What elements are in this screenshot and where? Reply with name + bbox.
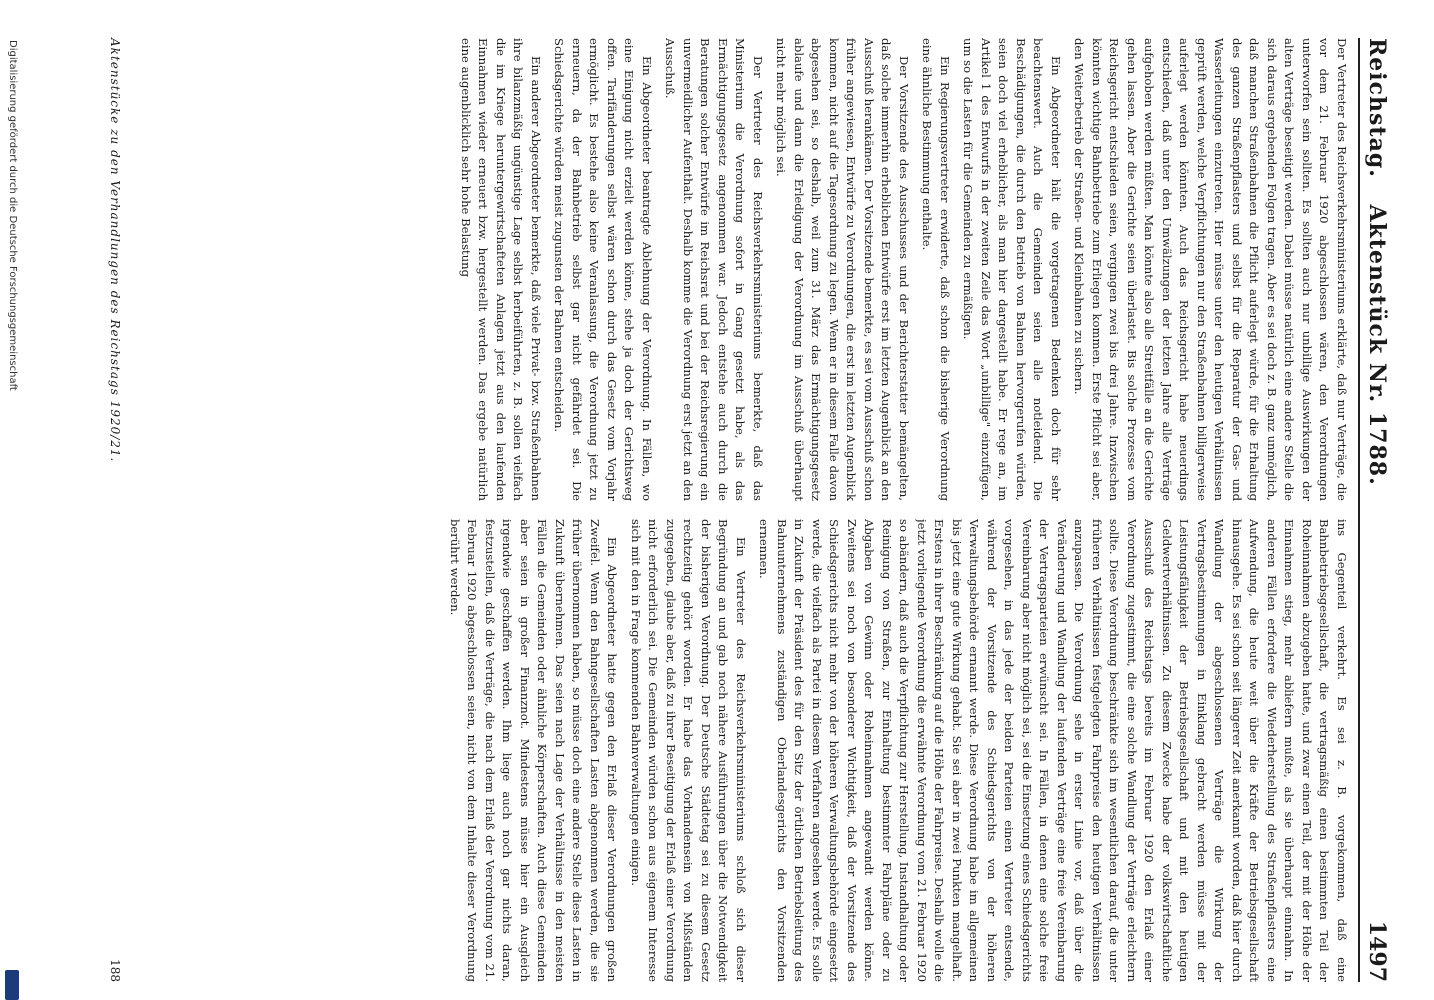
paragraph: Der Vorsitzende des Ausschusses und der Berichterstatter bemängelten, daß solche immerhin erheblichen Entwürfe erst im letzten Augenblick an den Ausschuß herankämen. Der Vorsitzende bemerkte, es sei vom Ausschuß schon früher angewiesen, Entwürfe zu Verordnungen, die erst im letzten Augenblick kommen, nicht auf die Tagesordnung zu legen. Wenn er in diesem Falle davon abgesehen sei, so deshalb, weil zum 31. März das Ermächtigungsgesetz ablaufe und dann die Erledigung der Verordnung im Ausschuß überhaupt nicht mehr möglich sei. <box>774 38 911 501</box>
footer-source: Aktenstücke zu den Verhandlungen des Reichstags 1920/21. <box>108 38 122 463</box>
paragraph: Der Vertreter des Reichsverkehrsministeriums bemerkte, daß das Ministerium die Verordnung sofort in Gang gesetzt habe, als das Ermächtigungsgesetz angenommen war. Jedoch entstehe auch durch die Beratungen solcher Entwürfe im Reichsrat und bei der Reichsregierung ein unvermeidlicher Aufenthalt. Deshalb komme die Verordnung erst jetzt an den Ausschuß. <box>663 38 765 501</box>
paragraph: Ein Abgeordneter hält die vorgetragenen Bedenken doch für sehr beachtenswert. Auch die Gemeinden seien alle notleidend. Die Beschädigungen, die durch den Betrieb von Bahnen hervorgerufen würden, seien doch viel erheblicher, als man hier dargestellt habe. Er rege an, im Artikel 1 des Entwurfs in der zweiten Zeile das Wort „unbillige" einzufügen, um so die Lasten für die Gemeinden zu ermäßigen. <box>961 38 1063 501</box>
paragraph: ins Gegenteil verkehrt. Es sei z. B. vorgekommen, daß eine Bahnbetriebsgesellschaft, die vertragsmäßig einen bestimmten Teil der Roheinnahmen abzugeben hatte, und zwar einen Teil, der mit der Höhe der Einnahmen stieg, mehr abliefern mußte, als sie überhaupt einnahm. In anderen Fällen erfordere die Wiederherstellung des Straßenpflasters eine Aufwendung, die heute weit über die Kräfte der Betriebsgesellschaft hinausgehe. Es sei schon seit längerer Zeit anerkannt worden, daß hier durch Wandlung der abgeschlossenen Verträge die Wirkung der Vertragsbestimmungen in Einklang gebracht werden müsse mit der Leistungsfähigkeit der Betriebsgesellschaft und mit den heutigen Geldwertverhältnissen. Zu diesem Zwecke habe der volkswirtschaftliche Ausschuß des Reichstags bereits im Februar 1920 den Erlaß einer Verordnung zugestimmt, die eine solche Wandlung der Verträge erleichtern sollte. Diese Verordnung beschränkte sich im wesentlichen darauf, die unter früheren Verhältnissen festgelegten Fahrpreise den heutigen Verhältnissen anzupassen. Die Verordnung sehe in erster Linie vor, daß über die Veränderung und Wandlung der laufenden Verträge eine freie Vereinbarung der Vertragsparteien erwünscht sei. In Fällen, in denen eine solche freie Vereinbarung aber nicht möglich sei, sei die Einsetzung eines Schiedsgerichts vorgesehen, in das jede der beiden Parteien einen Vertreter entsende, während der Vorsitzende des Schiedsgerichts von der höheren Verwaltungsbehörde ernannt werde. Diese Verordnung habe im allgemeinen bis jetzt eine gute Wirkung gehabt. Sie sei aber in zwei Punkten mangelhaft. Erstens in ihrer Beschränkung auf die Höhe der Fahrpreise. Deshalb wolle die jetzt vorliegende Verordnung die erwähnte Verordnung vom 21. Februar 1920 so abändern, daß auch die Verpflichtung zur Herstellung, Instandhaltung oder Reinigung von Straßen, zur Einhaltung bestimmter Fahrpläne oder zu Abgaben von Gewinn oder Roheinnahmen angewandt werden könne. Zweitens sei noch von besonderer Wichtigkeit, daß der Vorsitzende des Schiedsgerichts nicht mehr von der höheren Verwaltungsbehörde eingesetzt werde, die vielfach als Partei in diesem Verfahren angesehen werde. Es solle in Zukunft der Präsident des für den Sitz der örtlichen Betriebsleitung des Bahnunternehmens zuständigen Oberlandesgerichts den Vorsitzenden ernennen. <box>757 519 1349 982</box>
digitization-credit-text: Digitalisierung gefördert durch die Deutsche Forschungsgemeinschaft <box>7 40 18 391</box>
footer-sheet-number: 188 <box>108 959 122 982</box>
paragraph: Der Vertreter des Reichsverkehrsministeriums erklärte, daß nur Verträge, die vor dem 21. Februar 1920 abgeschlossen wären, den Verordnungen unterworfen sein sollten. Es sollten auch nur unbillige Auswirkungen der alten Verträge beseitigt werden. Dabei müsse natürlich eine andere Stelle die sich daraus ergebenden Folgen tragen. Aber es sei doch z. B. ganz unmöglich, daß manchen Straßenbahnen die Pflicht auferlegt würde, für die Erhaltung des ganzen Straßenpflasters und selbst für die Reparatur der Gas- und Wasserleitungen einzutreten. Hier müsse unter den heutigen Verhältnissen geprüft werden, welche Verpflichtungen nur den Straßenbahnen billigerweise auferlegt werden könnten. Auch das Reichsgericht habe neuerdings entschieden, daß unter den Umwälzungen der letzten Jahre alle Verträge aufgehoben werden müßten. Man könnte also alle Streitfälle an die Gerichte gehen lassen. Aber die Gerichte seien überlastet. Bis solche Prozesse vom Reichsgericht entschieden seien, vergingen zwei bis drei Jahre. Inzwischen könnten wichtige Bahnbetriebe zum Erliegen kommen. Erste Pflicht sei aber, den Weiterbetrieb der Straßen- und Kleinbahnen zu sichern. <box>1072 38 1349 501</box>
page-title <box>1364 38 1390 486</box>
paragraph: Ein Regierungsvertreter erwiderte, daß schon die bisherige Verordnung eine ähnliche Bestimmung enthalte. <box>920 38 952 501</box>
paragraph: Ein anderer Abgeordneter bemerkte, daß viele Privat- bzw. Straßenbahnen ihre bilanzmäßig ungünstige Lage selbst herbeiführten, z. B. sollen vielfach die im Kriege heruntergewirtschafteten Anlagen jetzt aus den laufenden Einnahmen wieder erneuert bzw. hergestellt werden. Das ergebe natürlich eine augenblicklich sehr hohe Belastung <box>459 38 543 501</box>
page-number: 1497 <box>1364 920 1390 982</box>
text-columns <box>220 38 1350 982</box>
header-subtitle: Aktenstück Nr. 1788. <box>1364 204 1390 486</box>
page-footer <box>108 38 122 982</box>
dfg-logo-icon <box>5 970 19 1000</box>
column-left <box>220 38 1350 501</box>
column-right <box>220 519 1350 982</box>
paragraph: Ein Vertreter des Reichsverkehrsministeriums schloß sich dieser Begründung an und gab noch nähere Ausführungen über die Notwendigkeit der bisherigen Verordnung. Der Deutsche Städtetag sei zu diesem Gesetz rechtzeitig gehört worden. Er habe das Vorhandensein von Mißständen zugegeben, glaube aber, daß zu ihrer Beseitigung der Erlaß einer Verordnung nicht erforderlich sei. Die Gemeinden würden schon aus eigenem Interesse sich mit den in Frage kommenden Bahnverwaltungen einigen. <box>629 519 748 982</box>
page-header <box>1358 38 1390 982</box>
digitization-credit <box>4 40 20 990</box>
document-page <box>90 30 1390 990</box>
paragraph: Ein Abgeordneter hatte gegen den Erlaß dieser Verordnungen großen Zweifel. Wenn den Bahngesellschaften Lasten abgenommen werden, die sie früher übernommen haben, so müsse doch eine andere Stelle diese Lasten in Zukunft übernehmen. Das seien nach Lage der Verhältnisse in den meisten Fällen die Gemeinden oder ähnliche Körperschaften. Auch diese Gemeinden aber seien in großer Finanznot. Mindestens müsse hier ein Ausgleich irgendwie geschaffen werden. Ihm liege auch noch gar nichts daran, festzustellen, daß die Verträge, die nach dem Erlaß der Verordnung vom 21. Februar 1920 abgeschlossen seien, nicht von dem Inhalte dieser Verordnung berührt werden. <box>448 519 620 982</box>
paragraph: Ein Abgeordneter beantragte Ablehnung der Verordnung. In Fällen, wo eine Einigung nicht erzielt werden könne, stehe ja doch der Gerichtsweg offen. Tarifänderungen selbst wären schon durch das Gesetz vom Vorjahr ermöglicht. Es bestehe also keine Veranlassung, die Verordnung jetzt zu erneuern, da der Bahnbetrieb selbst gar nicht gefährdet sei. Die Schiedsgerichte würden meist zugunsten der Bahnen entscheiden. <box>552 38 654 501</box>
header-title: Reichstag. <box>1364 38 1390 178</box>
